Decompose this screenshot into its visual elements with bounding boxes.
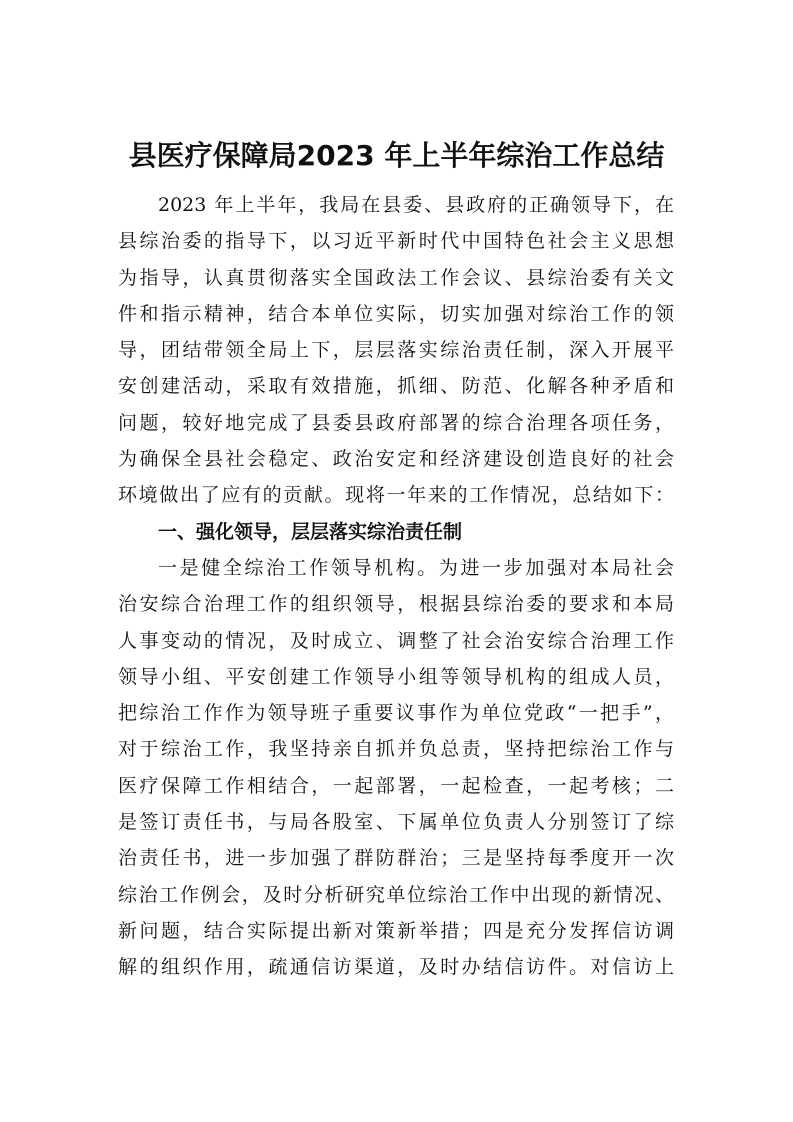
- paragraph-line: 问题，较好地完成了县委县政府部署的综合治理各项任务，: [118, 411, 674, 434]
- paragraph-line: 件和指示精神，结合本单位实际，切实加强对综治工作的领: [118, 302, 674, 325]
- paragraph-line: 县综治委的指导下，以习近平新时代中国特色社会主义思想: [118, 230, 674, 253]
- paragraph-line: 人事变动的情况，及时成立、调整了社会治安综合治理工作: [118, 629, 674, 652]
- paragraph-line: 是签订责任书，与局各股室、下属单位负责人分别签订了综: [118, 811, 674, 834]
- paragraph-line: 解的组织作用，疏通信访渠道，及时办结信访件。对信访上: [118, 956, 674, 979]
- paragraph-line: 环境做出了应有的贡献。现将一年来的工作情况，总结如下：: [118, 484, 674, 507]
- section-heading: 一、强化领导，层层落实综治责任制: [158, 520, 463, 543]
- paragraph-line: 治安综合治理工作的组织领导，根据县综治委的要求和本局: [118, 593, 674, 616]
- paragraph-line: 一是健全综治工作领导机构。为进一步加强对本局社会: [158, 556, 674, 579]
- paragraph-line: 把综治工作作为领导班子重要议事作为单位党政“一把手”，: [118, 702, 674, 725]
- paragraph-line: 2023 年上半年，我局在县委、县政府的正确领导下，在: [158, 194, 674, 216]
- paragraph-line: 综治工作例会，及时分析研究单位综治工作中出现的新情况、: [118, 883, 674, 906]
- paragraph-line: 对于综治工作，我坚持亲自抓并负总责，坚持把综治工作与: [118, 738, 674, 761]
- paragraph-line: 导，团结带领全局上下，层层落实综治责任制，深入开展平: [118, 339, 674, 362]
- paragraph-line: 安创建活动，采取有效措施，抓细、防范、化解各种矛盾和: [118, 375, 674, 398]
- paragraph-line: 为指导，认真贯彻落实全国政法工作会议、县综治委有关文: [118, 266, 674, 289]
- document-body: [118, 187, 674, 986]
- paragraph-line: 为确保全县社会稳定、政治安定和经济建设创造良好的社会: [118, 448, 674, 471]
- paragraph-line: 医疗保障工作相结合，一起部署，一起检查，一起考核；二: [118, 774, 674, 797]
- paragraph-line: 领导小组、平安创建工作领导小组等领导机构的组成人员，: [118, 665, 674, 688]
- paragraph-line: 新问题，结合实际提出新对策新举措；四是充分发挥信访调: [118, 919, 674, 942]
- paragraph-line: 治责任书，进一步加强了群防群治；三是坚持每季度开一次: [118, 847, 674, 870]
- document-title: 县医疗保障局2023 年上半年综治工作总结: [128, 139, 665, 172]
